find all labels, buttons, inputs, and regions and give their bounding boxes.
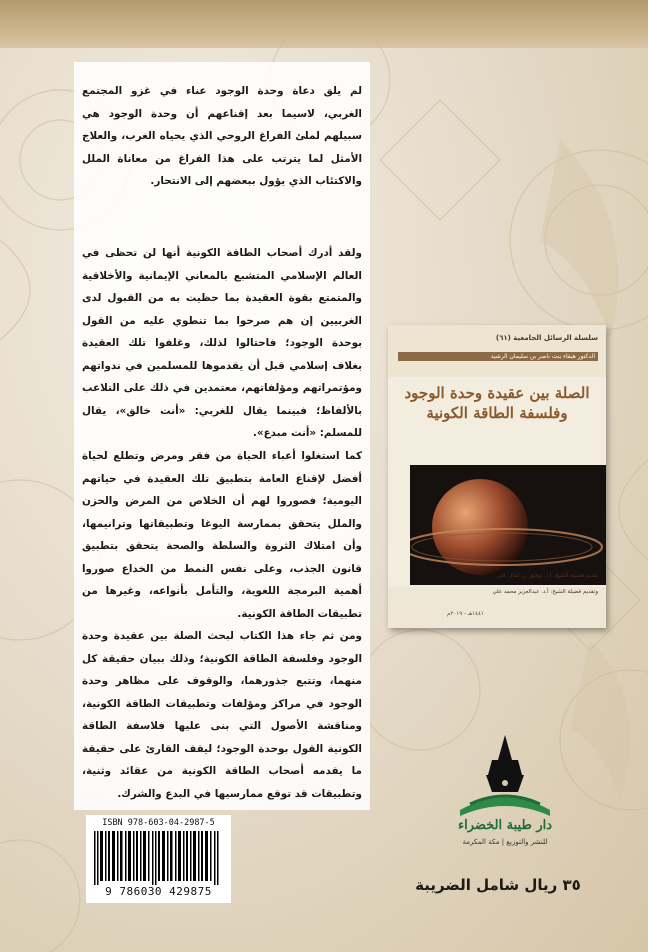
publisher-subtitle: للنشر والتوزيع | مكة المكرمة [462, 838, 548, 846]
barcode-bars [92, 831, 225, 885]
barcode-digits: 9 786030 429875 [105, 885, 212, 898]
price-label: ٣٥ ريال شامل الضريبة [415, 876, 581, 894]
description-paragraph: كما استغلوا أعباء الحياة من فقر ومرض وتطلع لحياة أفضل لإقناع العامة بتطبيق تلك العقيدة في حياتهم اليومية؛ فصوروا لهم أن الخلاص من المرض والحزن والملل يتحقق بممارسة اليوغا وتطبيقاتها وترانيمها، وأن امتلاك الثروة والسلطة والصحة يتحقق بتطبيق قانون الجذب، وعلى نفس النمط من الخداع صوروا أهمية البرمجة اللغوية، والتأمل بأنواعه، وغيرها من تطبيقات الطاقة الكونية. [82, 450, 362, 620]
description-paragraph: لم يلق دعاة وحدة الوجود عناء في غزو المجتمع الغربي، لاسيما بعد إقناعهم أن وحدة الوجود هي سبيلهم لملئ الفراغ الروحي الذي يحياه الغرب، والعلاج الأمثل لما يترتب على هذا الفراغ من معاناة الملل والاكتئاب الذي يؤول ببعضهم إلى الانتحار. [82, 85, 362, 187]
description-paragraph: ومن ثم جاء هذا الكتاب لبحث الصلة بين عقيدة وحدة الوجود وفلسفة الطاقة الكونية؛ وذلك ببيان حقيقة كل منهما، وتتبع جذورهما، والوقوف على مظاهر وحدة الوجود في مراكز ومؤلفات وتطبيقات الطاقة الكونية، ومناقشة الأصول التي بنى عليها فلاسفة الطاقة الكونية القول بوحدة الوجود؛ ليقف القارئ على حقيقة ما يقدمه أصحاب الطاقة الكونية من عقائد وثنية، وتطبيقات قد توقع ممارسيها في البدع والشرك. [82, 630, 362, 800]
author-label: الدكتور هيفاء بنت ناصر بن سليمان الرشيد [398, 352, 598, 361]
edition-date: ١٤٤١هـ - ٢٠١٩م [446, 611, 484, 617]
publisher-name: دار طيبة الخضراء [457, 818, 553, 833]
front-cover-thumbnail [388, 325, 606, 628]
series-label: سلسلة الرسائل الجامعية (٦١) [495, 334, 598, 342]
thumbnail-header [388, 325, 606, 377]
barcode [86, 815, 231, 903]
description-paragraph: ولقد أدرك أصحاب الطاقة الكونية أنها لن تحظى في العالم الإسلامي المتشبع بالمعاني الإيمانية والأخلاقية والمتمتع بقوة العقيدة بما حظيت به من القبول لدى الغربيين إن هم صرحوا بما تنطوي عليه من القول بوحدة الوجود؛ فاحتالوا لذلك، وغلفوا تلك العقيدة بغلاف إسلامي قبل أن يقدموها للمسلمين في ندواتهم ومؤتمراتهم ومؤلفاتهم، معتمدين في ذلك على التلاعب بالألفاظ؛ فبينما يقال للغربي: «أنت خالق»، يقال للمسلم: «أنت مبدع». [82, 247, 362, 439]
isbn-label: ISBN 978-603-04-2987-5 [102, 818, 215, 828]
introduction-credit: تقديم فضيلة الشيخ: أ.د. توفيق بن كمال علي [496, 573, 598, 579]
description-panel [74, 62, 370, 810]
thumbnail-title: الصلة بين عقيدة وحدة الوجود وفلسفة الطاقة الكونية [404, 384, 590, 422]
planet-illustration [410, 465, 606, 585]
introduction-credit: وتقديم فضيلة الشيخ: أ.د. عبدالعزيز محمد علي [492, 589, 598, 595]
